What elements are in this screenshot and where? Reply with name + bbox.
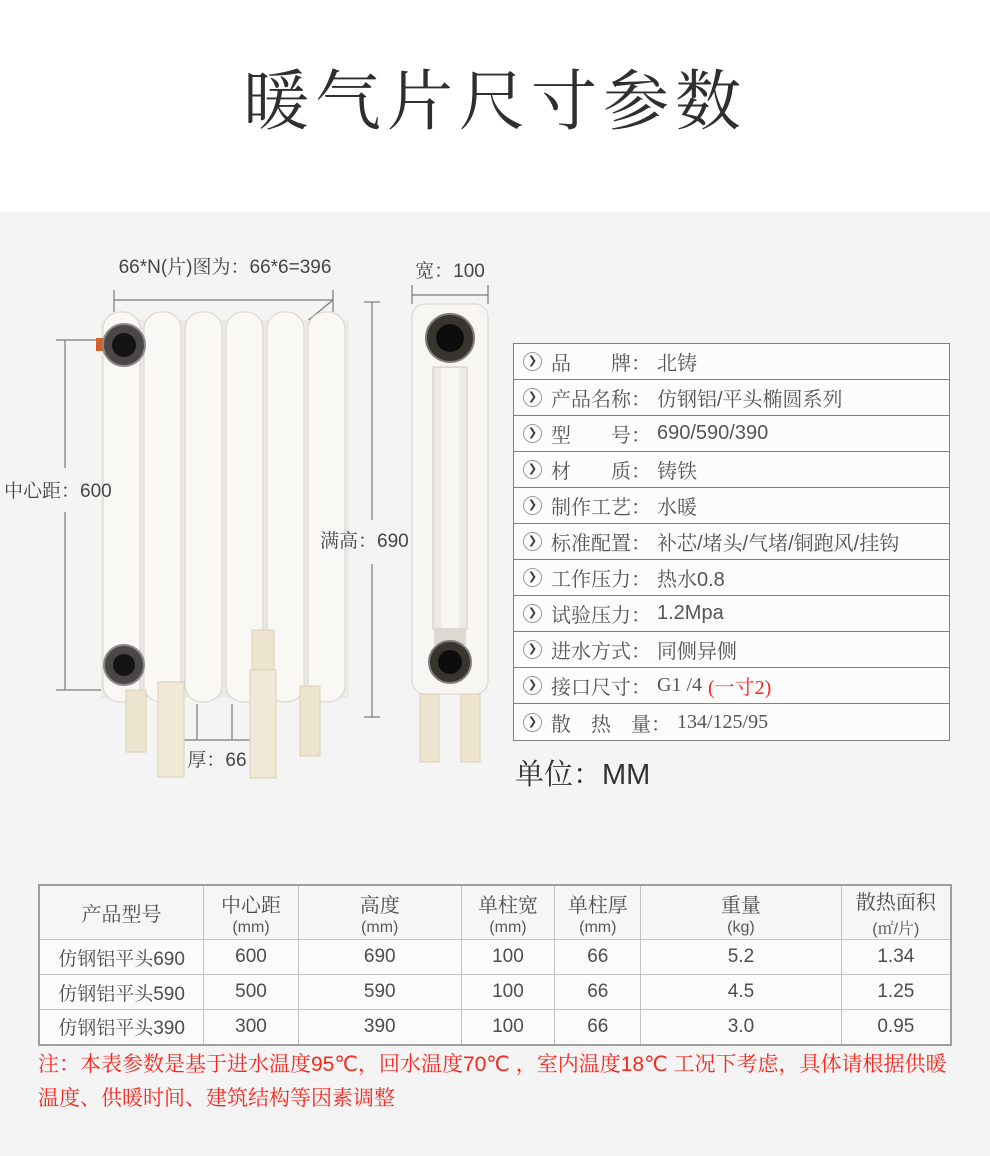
dim-label-center-distance: 中心距：600 — [4, 481, 112, 502]
spec-row-water-inlet — [514, 632, 949, 668]
spec-label: 接口尺寸： — [551, 677, 651, 699]
col-header-column-thickness — [555, 885, 641, 940]
dim-label-thickness: 厚：66 — [187, 750, 247, 771]
spec-value: 690/590/390 — [657, 422, 769, 444]
spec-value: 同侧异侧 — [657, 641, 737, 663]
circle-arrow-icon: ❯ — [523, 424, 542, 443]
spec-label: 标准配置： — [551, 533, 651, 555]
spec-value: 134/125/95 — [677, 710, 769, 733]
spec-label: 型 号： — [551, 425, 651, 447]
dim-label-side-width: 宽：100 — [415, 261, 485, 282]
circle-arrow-icon: ❯ — [523, 352, 542, 371]
table-row — [39, 1010, 951, 1045]
unit-label: 单位：MM — [515, 759, 651, 791]
model-spec-table — [38, 884, 952, 1046]
cell-heat-area: 1.34 — [841, 940, 951, 975]
cell-center-distance: 300 — [204, 1010, 299, 1045]
spec-row-standard-config — [514, 524, 949, 560]
spec-row-product-name — [514, 380, 949, 416]
cell-column-thickness: 66 — [555, 1010, 641, 1045]
circle-arrow-icon: ❯ — [523, 388, 542, 407]
col-header-label: 重量 — [720, 894, 761, 917]
radiator-front-view — [96, 312, 349, 778]
spec-value: 1.2Mpa — [657, 602, 724, 624]
col-header-label: 产品型号 — [81, 904, 162, 926]
spec-label: 品 牌： — [551, 353, 651, 375]
table-row — [39, 940, 951, 975]
circle-arrow-icon: ❯ — [523, 568, 542, 587]
cell-model: 仿钢铝平头390 — [39, 1010, 204, 1045]
page-title: 暖气片尺寸参数 — [243, 64, 747, 138]
cell-model: 仿钢铝平头690 — [39, 940, 204, 975]
spec-value: 水暖 — [657, 497, 697, 519]
spec-value: 北铸 — [657, 353, 697, 375]
spec-value: 热水0.8 — [657, 569, 725, 591]
cell-height: 390 — [298, 1010, 461, 1045]
spec-label: 产品名称： — [551, 389, 651, 411]
circle-arrow-icon: ❯ — [523, 640, 542, 659]
dim-label-top-width: 66*N(片)图为：66*6=396 — [118, 257, 332, 278]
spec-row-brand — [514, 344, 949, 380]
spec-label: 试验压力： — [551, 605, 651, 627]
spec-value: 仿钢铝/平头椭圆系列 — [657, 389, 843, 411]
valve-fitting-bottom — [104, 645, 144, 685]
circle-arrow-icon: ❯ — [523, 713, 542, 732]
table-header-row — [39, 885, 951, 940]
col-header-unit: (mm) — [579, 918, 617, 936]
radiator-side-legs — [420, 694, 480, 762]
circle-arrow-icon: ❯ — [523, 676, 542, 695]
spec-value: G1 /4 — [657, 674, 702, 696]
spec-row-material — [514, 452, 949, 488]
col-header-label: 单柱厚 — [567, 894, 628, 917]
circle-arrow-icon: ❯ — [523, 460, 542, 479]
circle-arrow-icon: ❯ — [523, 496, 542, 515]
dim-label-full-height: 满高：690 — [320, 531, 409, 552]
spec-row-connector-size — [514, 668, 949, 704]
spec-row-craft — [514, 488, 949, 524]
cell-height: 590 — [298, 975, 461, 1010]
spec-row-test-pressure — [514, 596, 949, 632]
col-header-label: 中心距 — [221, 894, 281, 917]
col-header-label: 散热面积 — [855, 892, 936, 914]
page-header — [0, 0, 990, 212]
spec-row-model — [514, 416, 949, 452]
cell-heat-area: 0.95 — [841, 1010, 951, 1045]
spec-value-red: (一寸2) — [708, 677, 772, 699]
cell-column-width: 100 — [461, 940, 555, 975]
circle-arrow-icon: ❯ — [523, 532, 542, 551]
cell-column-width: 100 — [461, 1010, 555, 1045]
col-header-heat-area — [841, 885, 951, 940]
spec-label: 材 质： — [551, 461, 651, 483]
col-header-unit: (mm) — [361, 918, 399, 936]
radiator-illustration — [0, 212, 512, 877]
note-text: 注：本表参数是基于进水温度95℃，回水温度70℃ ，室内温度18℃ 工况下考虑，具体请根据供暖温度、供暖时间、建筑结构等因素调整 — [38, 1053, 947, 1111]
col-header-height — [298, 885, 461, 940]
cell-weight: 4.5 — [641, 975, 841, 1010]
cell-weight: 3.0 — [641, 1010, 841, 1045]
table-row — [39, 975, 951, 1010]
cell-column-thickness: 66 — [555, 975, 641, 1010]
spec-row-heat-output — [514, 704, 949, 740]
col-header-unit: (mm) — [489, 918, 527, 936]
col-header-label: 单柱宽 — [477, 894, 538, 917]
cell-center-distance: 600 — [204, 940, 299, 975]
spec-label: 进水方式： — [551, 641, 651, 663]
cell-model: 仿钢铝平头590 — [39, 975, 204, 1010]
cell-weight: 5.2 — [641, 940, 841, 975]
circle-arrow-icon: ❯ — [523, 604, 542, 623]
col-header-label: 高度 — [359, 894, 400, 917]
spec-list — [513, 343, 950, 741]
col-header-column-width — [461, 885, 555, 940]
col-header-center-distance — [204, 885, 299, 940]
spec-value: 铸铁 — [657, 461, 697, 483]
radiator-diagram — [0, 212, 512, 877]
col-header-weight — [641, 885, 841, 940]
spec-row-working-pressure — [514, 560, 949, 596]
cell-height: 690 — [298, 940, 461, 975]
col-header-unit: (kg) — [727, 918, 755, 936]
col-header-unit: (㎡/片) — [872, 921, 920, 938]
spec-label: 制作工艺： — [551, 497, 651, 519]
col-header-unit: (mm) — [232, 918, 270, 936]
cell-column-thickness: 66 — [555, 940, 641, 975]
spec-label: 散 热 量： — [551, 713, 671, 736]
cell-heat-area: 1.25 — [841, 975, 951, 1010]
col-header-model — [39, 885, 204, 940]
spec-value: 补芯/堵头/气堵/铜跑风/挂钩 — [657, 533, 900, 555]
cell-column-width: 100 — [461, 975, 555, 1010]
cell-center-distance: 500 — [204, 975, 299, 1010]
spec-label: 工作压力： — [551, 569, 651, 591]
